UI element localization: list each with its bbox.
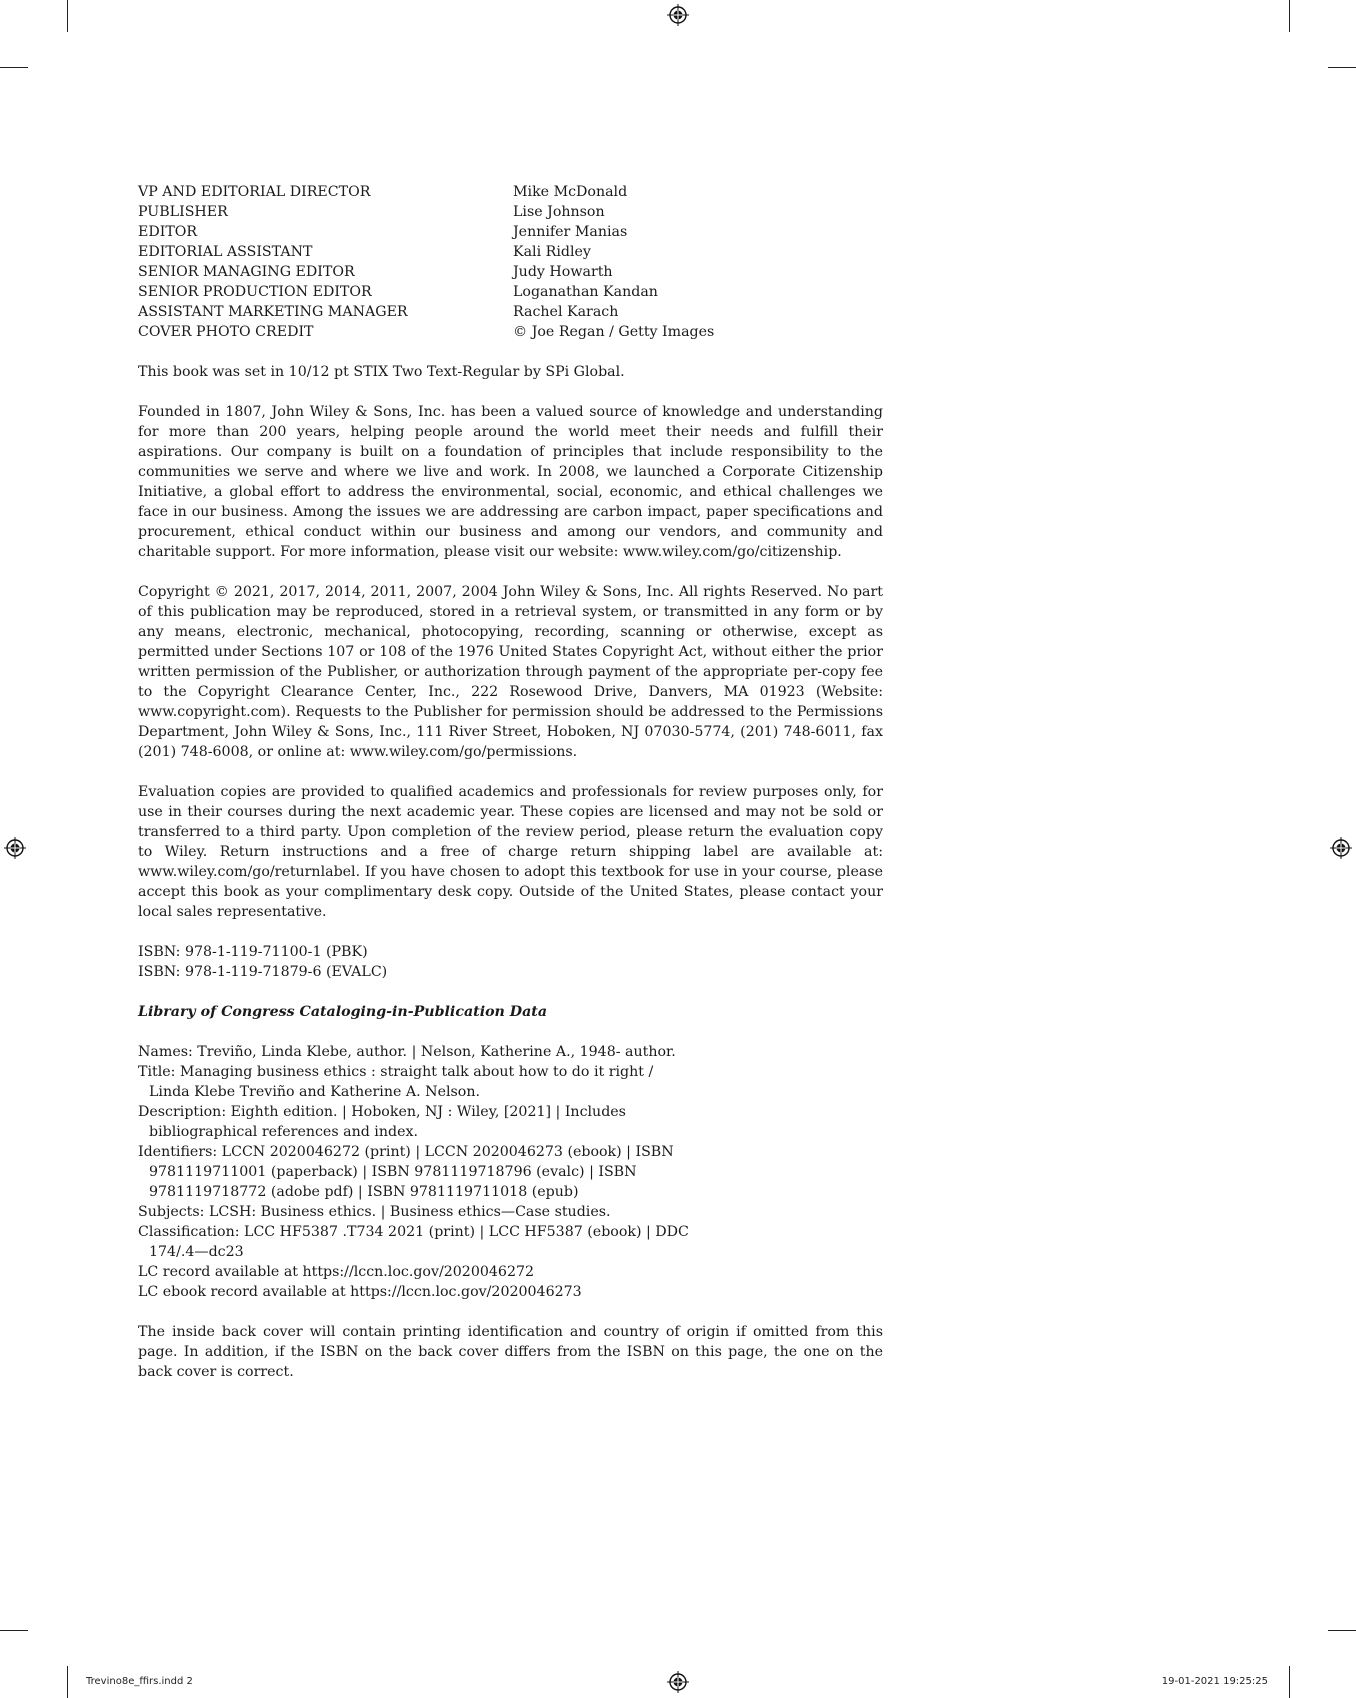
cip-line: Classification: LCC HF5387 .T734 2021 (print) | LCC HF5387 (ebook) | DDC xyxy=(138,1224,689,1240)
registration-mark-icon xyxy=(667,4,689,26)
back-cover-paragraph: The inside back cover will contain printing identification and country of origin if omitted from this page. In addition, if the ISBN on the back cover differs from the ISBN on this page, the one on the back cover is correct. xyxy=(138,1324,883,1380)
cip-line: Names: Treviño, Linda Klebe, author. | Nelson, Katherine A., 1948- author. xyxy=(138,1044,676,1060)
founded-paragraph: Founded in 1807, John Wiley & Sons, Inc. has been a valued source of knowledge and understanding for more than 200 years, helping people around the world meet their needs and fulfill their aspirations. Our company is built on a foundation of principles that include responsibility to the communities we serve and where we live and work. In 2008, we launched a Corporate Citizenship Initiative, a global effort to address the environmental, social, economic, and ethical challenges we face in our business. Among the issues we are addressing are carbon impact, paper specifications and procurement, ethical conduct within our business and among our vendors, and community and charitable support. For more information, please visit our website: www.wiley.com/go/citizenship. xyxy=(138,404,883,560)
cip-line: Title: Managing business ethics : straight talk about how to do it right / xyxy=(138,1064,654,1080)
cip-line: bibliographical references and index. xyxy=(149,1124,418,1140)
credit-role: EDITORIAL ASSISTANT xyxy=(138,244,313,260)
cip-line: 9781119718772 (adobe pdf) | ISBN 9781119711018 (epub) xyxy=(149,1184,579,1200)
cip-block xyxy=(138,1042,883,1302)
cip-heading: Library of Congress Cataloging-in-Publication Data xyxy=(138,1004,548,1020)
cip-line: 9781119711001 (paperback) | ISBN 9781119718796 (evalc) | ISBN xyxy=(149,1164,637,1180)
crop-mark-bottom-left xyxy=(67,1666,68,1698)
registration-mark-icon xyxy=(4,837,26,859)
cip-line: Description: Eighth edition. | Hoboken, NJ : Wiley, [2021] | Includes xyxy=(138,1104,626,1120)
crop-mark-right-top xyxy=(1328,67,1356,68)
credit-role: ASSISTANT MARKETING MANAGER xyxy=(138,304,408,320)
cip-line: Identifiers: LCCN 2020046272 (print) | LCCN 2020046273 (ebook) | ISBN xyxy=(138,1144,674,1160)
crop-mark-left-bottom xyxy=(0,1630,28,1631)
credit-role: EDITOR xyxy=(138,224,198,240)
credit-role: VP AND EDITORIAL DIRECTOR xyxy=(138,184,371,200)
credit-role: PUBLISHER xyxy=(138,204,228,220)
crop-mark-top-left xyxy=(67,0,68,32)
credit-role: SENIOR MANAGING EDITOR xyxy=(138,264,355,280)
credit-name: Mike McDonald xyxy=(513,184,628,200)
credits-list xyxy=(138,182,883,342)
registration-mark-icon xyxy=(1330,837,1352,859)
cip-line: 174/.4—dc23 xyxy=(149,1244,244,1260)
cip-line: LC record available at https://lccn.loc.gov/2020046272 xyxy=(138,1264,535,1280)
cip-line: LC ebook record available at https://lccn.loc.gov/2020046273 xyxy=(138,1284,582,1300)
crop-mark-bottom-right xyxy=(1289,1666,1290,1698)
registration-mark-icon xyxy=(667,1671,689,1693)
crop-mark-left-top xyxy=(0,67,28,68)
isbn-line: ISBN: 978-1-119-71879-6 (EVALC) xyxy=(138,964,388,980)
slug-timestamp: 19-01-2021 19:25:25 xyxy=(1161,1676,1268,1687)
crop-mark-right-bottom xyxy=(1328,1630,1356,1631)
cip-line: Linda Klebe Treviño and Katherine A. Nelson. xyxy=(149,1084,480,1100)
page-content xyxy=(138,182,883,1382)
copyright-paragraph: Copyright © 2021, 2017, 2014, 2011, 2007, 2004 John Wiley & Sons, Inc. All rights Reserved. No part of this publication may be reproduced, stored in a retrieval system, or transmitted in any form or by any means, electronic, mechanical, photocopying, recording, scanning or otherwise, except as permitted under Sections 107 or 108 of the 1976 United States Copyright Act, without either the prior written permission of the Publisher, or authorization through payment of the appropriate per-copy fee to the Copyright Clearance Center, Inc., 222 Rosewood Drive, Danvers, MA 01923 (Website: www.copyright.com). Requests to the Publisher for permission should be addressed to the Permissions Department, John Wiley & Sons, Inc., 111 River Street, Hoboken, NJ 07030-5774, (201) 748-6011, fax (201) 748-6008, or online at: www.wiley.com/go/permissions. xyxy=(138,584,883,760)
isbn-line: ISBN: 978-1-119-71100-1 (PBK) xyxy=(138,944,368,960)
credit-role: SENIOR PRODUCTION EDITOR xyxy=(138,284,372,300)
cip-line: Subjects: LCSH: Business ethics. | Business ethics—Case studies. xyxy=(138,1204,611,1220)
slug-filename: Trevino8e_ffirs.indd 2 xyxy=(86,1676,193,1687)
credit-name: Rachel Karach xyxy=(513,304,619,320)
credit-name: © Joe Regan / Getty Images xyxy=(513,324,715,340)
credit-name: Lise Johnson xyxy=(513,204,605,220)
credit-role: COVER PHOTO CREDIT xyxy=(138,324,314,340)
credit-name: Loganathan Kandan xyxy=(513,284,658,300)
evaluation-paragraph: Evaluation copies are provided to qualified academics and professionals for review purposes only, for use in their courses during the next academic year. These copies are licensed and may not be sold or transferred to a third party. Upon completion of the review period, please return the evaluation copy to Wiley. Return instructions and a free of charge return shipping label are available at: www.wiley.com/go/returnlabel. If you have chosen to adopt this textbook for use in your course, please accept this book as your complimentary desk copy. Outside of the United States, please contact your local sales representative. xyxy=(138,784,883,920)
crop-mark-top-right xyxy=(1289,0,1290,32)
credit-name: Judy Howarth xyxy=(513,264,613,280)
credit-name: Jennifer Manias xyxy=(513,224,628,240)
typeset-note: This book was set in 10/12 pt STIX Two Text-Regular by SPi Global. xyxy=(138,364,625,380)
credit-name: Kali Ridley xyxy=(513,244,591,260)
